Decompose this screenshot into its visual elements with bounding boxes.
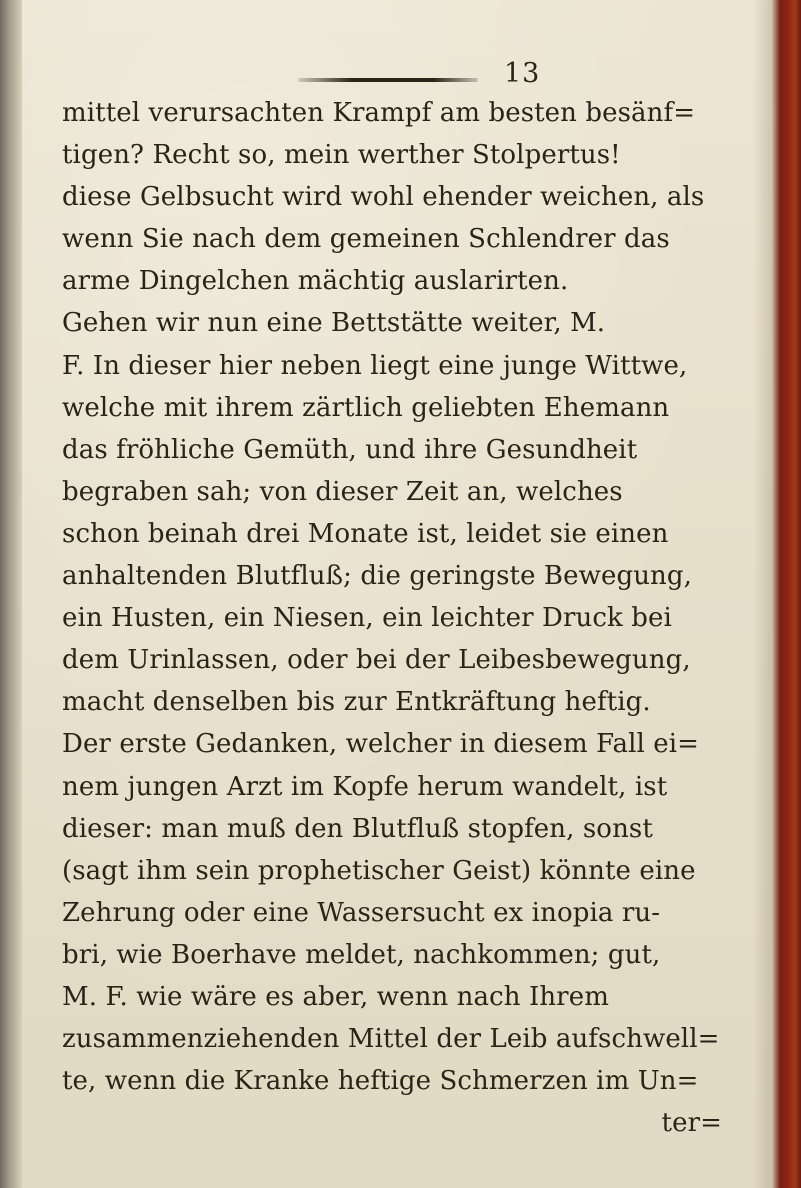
text-line: dieser: man muß den Blutfluß stopfen, sonst	[62, 813, 653, 844]
text-line: zusammenziehenden Mittel der Leib aufschwell=	[62, 1024, 720, 1055]
text-line: F. In dieser hier neben liegt eine junge Wittwe,	[62, 350, 688, 381]
text-line: schon beinah drei Monate ist, leidet sie einen	[62, 518, 669, 549]
text-line: dem Urinlassen, oder bei der Leibesbewegung,	[62, 645, 691, 676]
text-line: das fröhliche Gemüth, und ihre Gesundheit	[62, 434, 638, 465]
text-line: te, wenn die Kranke heftige Schmerzen im Un=	[62, 1066, 699, 1097]
text-line: anhaltenden Blutfluß; die geringste Bewegung,	[62, 561, 693, 592]
text-line: Der erste Gedanken, welcher in diesem Fall ei=	[62, 729, 700, 760]
text-line: bri, wie Boerhave meldet, nachkommen; gut,	[62, 939, 661, 970]
text-line: Gehen wir nun eine Bettstätte weiter, M.	[62, 308, 606, 339]
text-line: mittel verursachten Krampf am besten besänf=	[62, 98, 696, 128]
text-line: (sagt ihm sein prophetischer Geist) könnte eine	[62, 855, 696, 886]
text-line: ein Husten, ein Niesen, ein leichter Druck bei	[62, 603, 672, 634]
text-line: tigen? Recht so, mein werther Stolpertus!	[62, 140, 621, 171]
page-number: 13	[504, 58, 541, 89]
header-ornament-rule	[298, 78, 478, 82]
text-line: diese Gelbsucht wird wohl ehender weichen, als	[62, 182, 705, 213]
book-cover-edge	[771, 0, 801, 1188]
text-line: macht denselben bis zur Entkräftung heftig.	[62, 687, 651, 718]
binding-gutter	[0, 0, 22, 1188]
text-line: begraben sah; von dieser Zeit an, welches	[62, 476, 623, 507]
text-line: welche mit ihrem zärtlich geliebten Ehemann	[62, 392, 670, 423]
text-line: M. F. wie wäre es aber, wenn nach Ihrem	[62, 981, 609, 1012]
text-line: nem jungen Arzt im Kopfe herum wandelt, ist	[62, 771, 668, 802]
text-line: wenn Sie nach dem gemeinen Schlendrer das	[62, 224, 670, 255]
text-line: arme Dingelchen mächtig auslarirten.	[62, 266, 569, 297]
body-text	[62, 92, 762, 1144]
text-line: Zehrung oder eine Wassersucht ex inopia ru-	[62, 897, 661, 928]
catchword: ter=	[661, 1108, 722, 1139]
